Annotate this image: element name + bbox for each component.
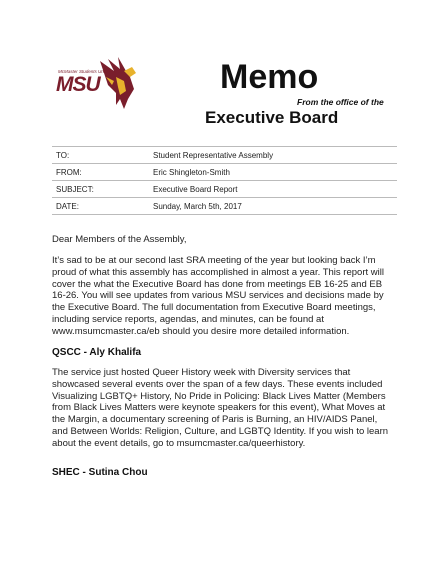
info-row-from: [52, 164, 397, 181]
intro-paragraph: It’s sad to be at our second last SRA meeting of the year but looking back I’m proud of what this assembly has accomplished in almost a year. This report will cover the what the Executive Board has done from meetings EB 16-25 and EB 16-26. You will see updates from various MSU services and decisions made by the Executive Board. The full documentation from Executive Board meetings, including service reports, agendas, and minutes, can be found at www.msumcmaster.ca/eb should you desire more detailed information.: [52, 255, 384, 337]
section-heading-shec: SHEC - Sutina Chou: [52, 467, 148, 478]
memo-office: Executive Board: [205, 108, 339, 127]
info-label: FROM:: [56, 167, 82, 177]
info-row-to: [52, 146, 397, 164]
info-label: TO:: [56, 150, 70, 160]
info-label: SUBJECT:: [56, 184, 94, 194]
salutation: Dear Members of the Assembly,: [52, 234, 187, 245]
info-row-date: [52, 198, 397, 215]
info-row-subject: [52, 181, 397, 198]
msu-logo: [52, 55, 142, 115]
section-heading-qscc: QSCC - Aly Khalifa: [52, 347, 142, 358]
memo-info-table: [52, 146, 397, 215]
logo-union-text: McMaster Students Union: [58, 69, 110, 74]
info-value: Executive Board Report: [153, 184, 238, 194]
info-value: Sunday, March 5th, 2017: [153, 201, 242, 211]
logo-wordmark: MSU: [56, 73, 100, 96]
info-value: Student Representative Assembly: [153, 150, 274, 160]
qscc-paragraph: The service just hosted Queer History week with Diversity services that showcased several events over the span of a few days. These events included Visualizing LGBTQ+ History, No Pride in Policing: Black Lives Matter (Members from Black Lives Matters were keynote speakers for this event), What Moves at the Margin, a documentary screening of Paris is Burning, an HIV/AIDS Panel, and Between Worlds: Religion, Culture, and LGBTQ Identity. If you wish to learn about the event details, go to msumcmaster.ca/queerhistory.: [52, 367, 389, 449]
info-label: DATE:: [56, 201, 79, 211]
info-value: Eric Shingleton-Smith: [153, 167, 230, 177]
memo-title: Memo: [220, 58, 319, 96]
bird-emblem-icon: [94, 55, 140, 111]
memo-from-line: From the office of the: [297, 97, 384, 107]
